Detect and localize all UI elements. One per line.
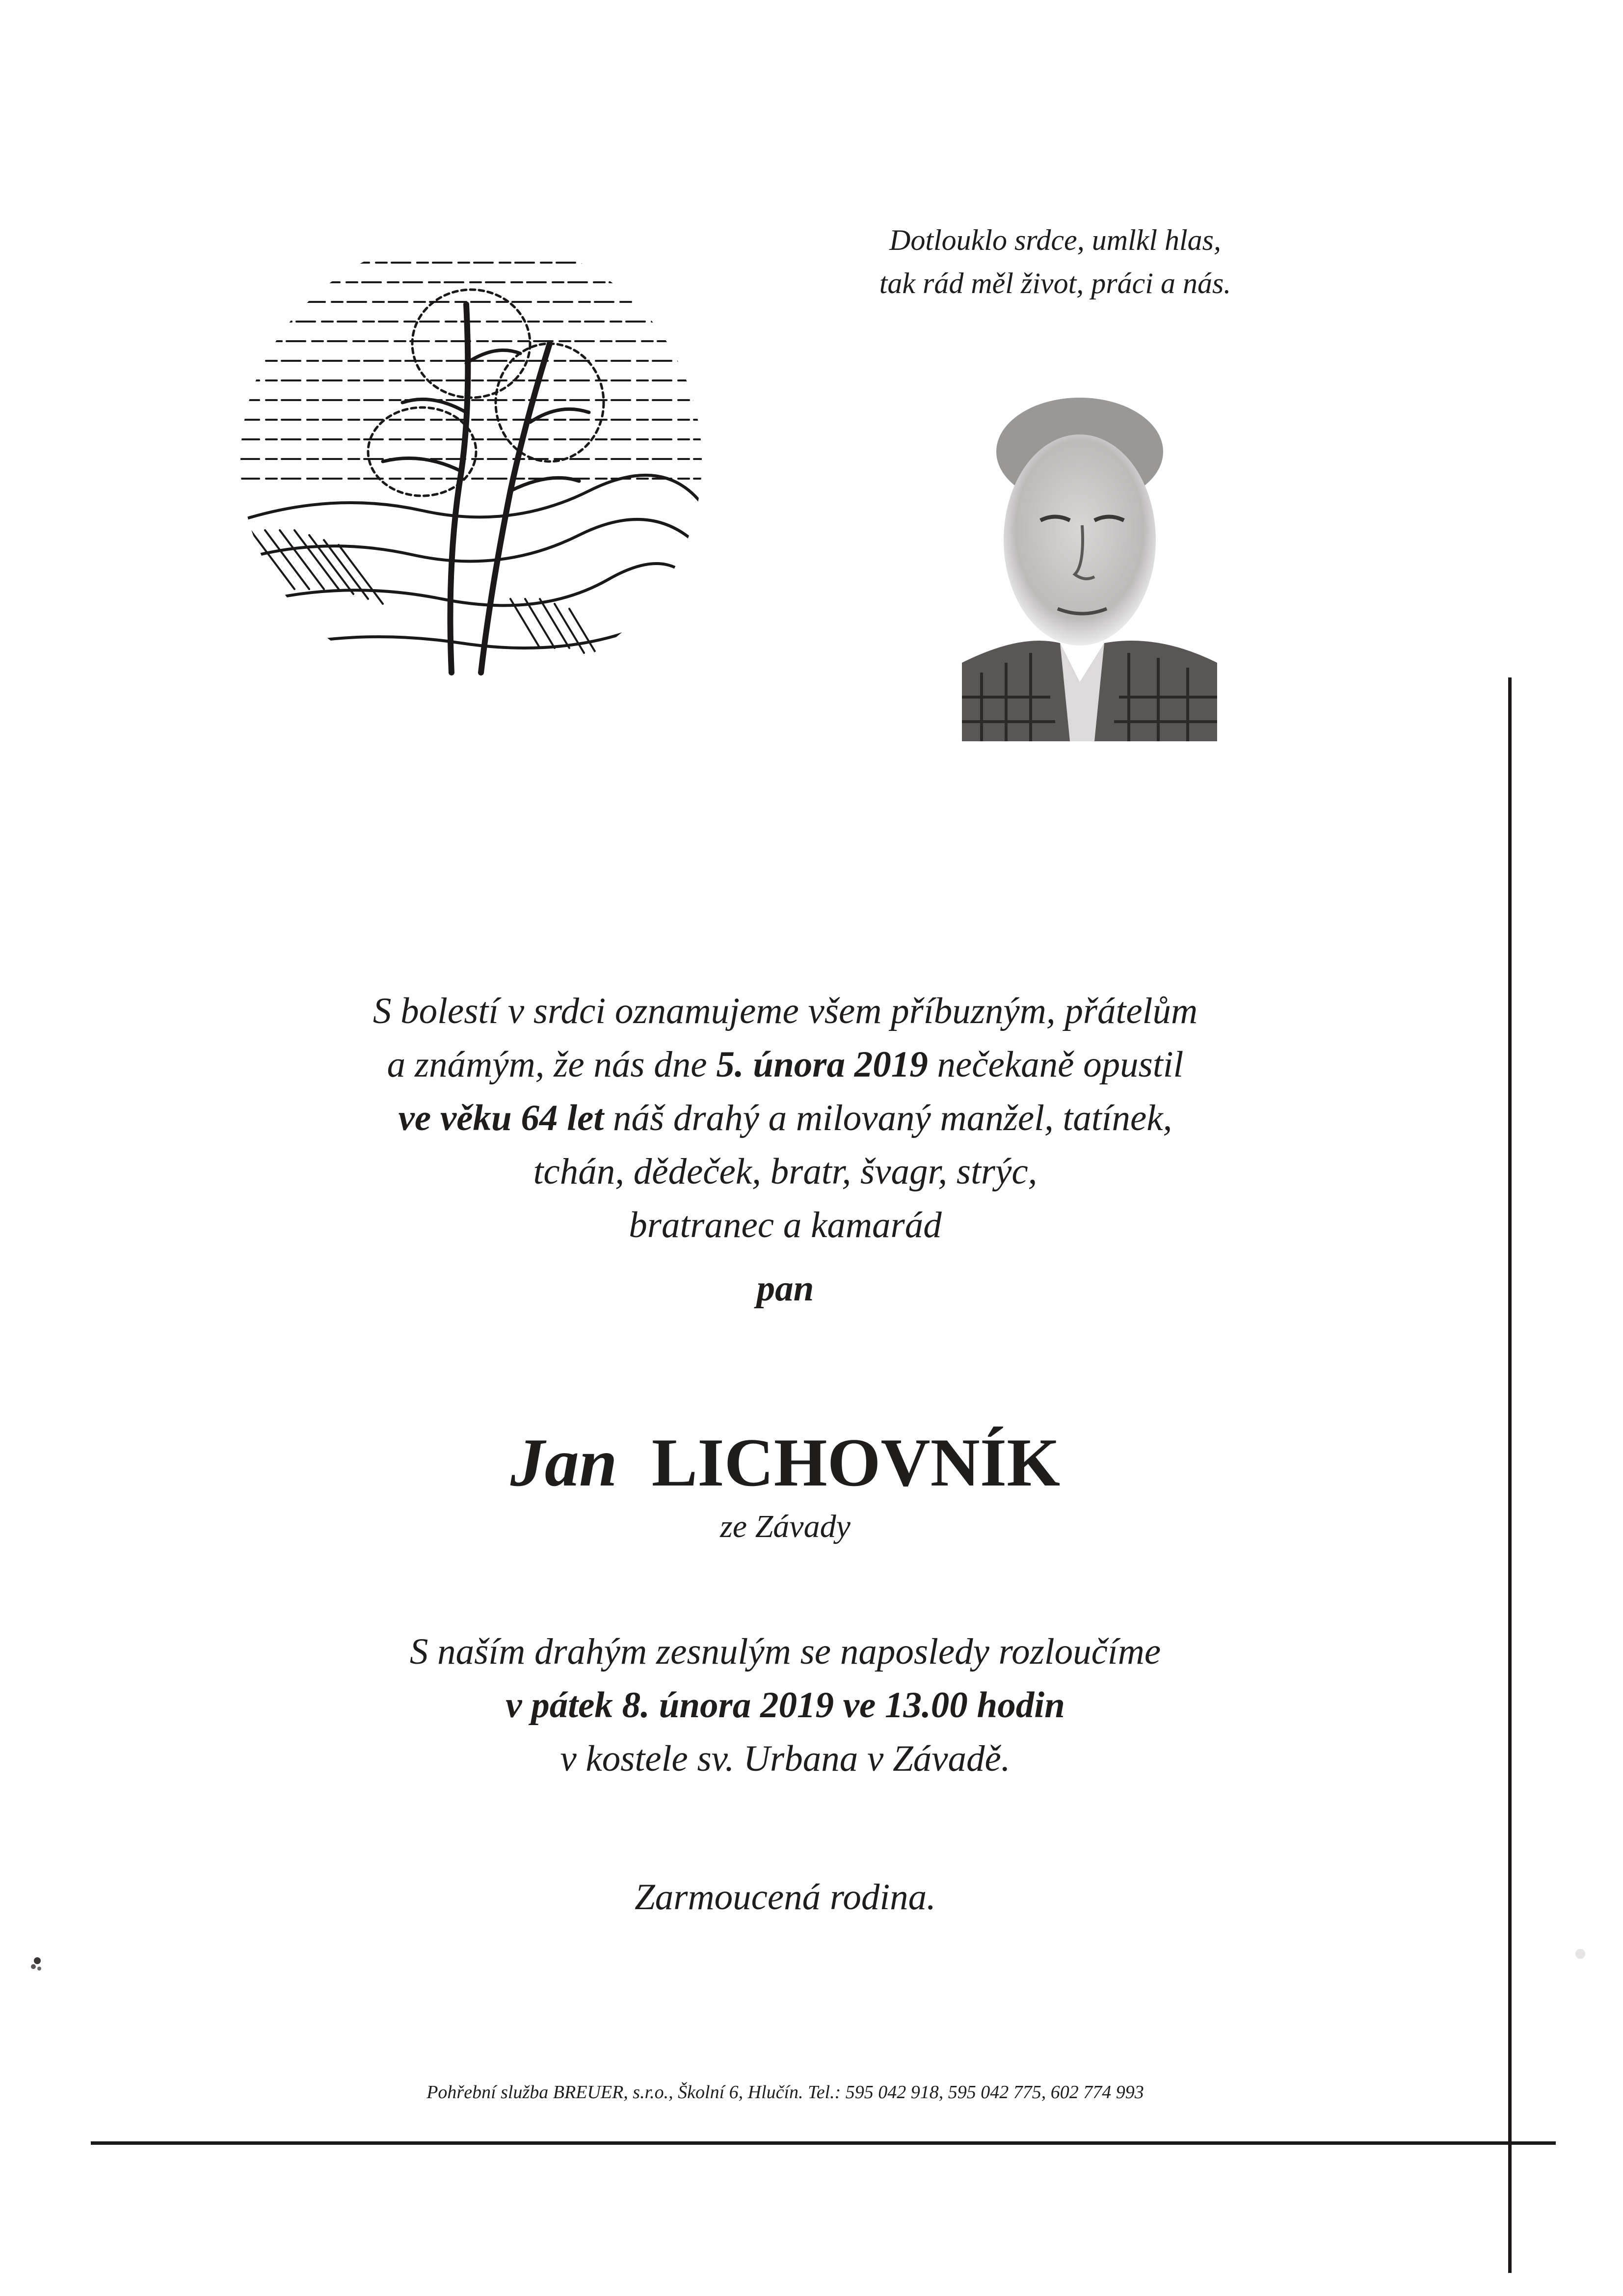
death-date: 5. února 2019: [716, 1044, 928, 1085]
farewell-date-time: v pátek 8. února 2019 ve 13.00 hodin: [506, 1685, 1065, 1726]
last-name: LICHOVNÍK: [651, 1425, 1061, 1501]
announcement-line-1: S bolestí v srdci oznamujeme všem příbuzným, přátelům: [372, 991, 1198, 1031]
first-name: Jan: [510, 1425, 617, 1501]
farewell: [147, 1625, 1423, 1785]
title-word: pan: [756, 1268, 814, 1309]
announcement-line-2: [147, 1038, 1423, 1091]
announcement-text: nečekaně opustil: [928, 1044, 1184, 1085]
age: ve věku 64 let: [398, 1098, 604, 1138]
farewell-line-1: S naším drahým zesnulým se naposledy rozloučíme: [409, 1631, 1161, 1672]
motto-line-2: tak rád měl život, práci a nás.: [879, 267, 1231, 299]
announcement-line-4: tchán, dědeček, bratr, švagr, strýc,: [533, 1151, 1038, 1192]
announcement: [147, 984, 1423, 1252]
signature: Zarmoucená rodina.: [635, 1877, 936, 1918]
announcement-text: náš drahý a milovaný manžel, tatínek,: [604, 1098, 1172, 1138]
announcement-text: a známým, že nás dne: [387, 1044, 717, 1085]
tree-sketch-icon: [236, 216, 707, 717]
farewell-place: v kostele sv. Urbana v Závadě.: [560, 1738, 1011, 1779]
portrait-photo-icon: [962, 388, 1217, 741]
deceased-name: [147, 1421, 1423, 1505]
right-rule: [1508, 677, 1512, 2273]
motto-line-1: Dotlouklo srdce, umlkl hlas,: [889, 224, 1222, 256]
scan-speck-icon: [1573, 1946, 1588, 1961]
bottom-rule: [91, 2141, 1556, 2145]
motto: [766, 218, 1345, 305]
announcement-line-3: [147, 1091, 1423, 1145]
scan-speck-icon: [27, 1954, 47, 1973]
announcement-line-5: bratranec a kamarád: [629, 1205, 942, 1245]
funeral-service-footer: Pohřební služba BREUER, s.r.o., Školní 6, Hlučín. Tel.: 595 042 918, 595 042 775, 602 774 993: [426, 2082, 1144, 2103]
origin: ze Závady: [720, 1509, 851, 1544]
